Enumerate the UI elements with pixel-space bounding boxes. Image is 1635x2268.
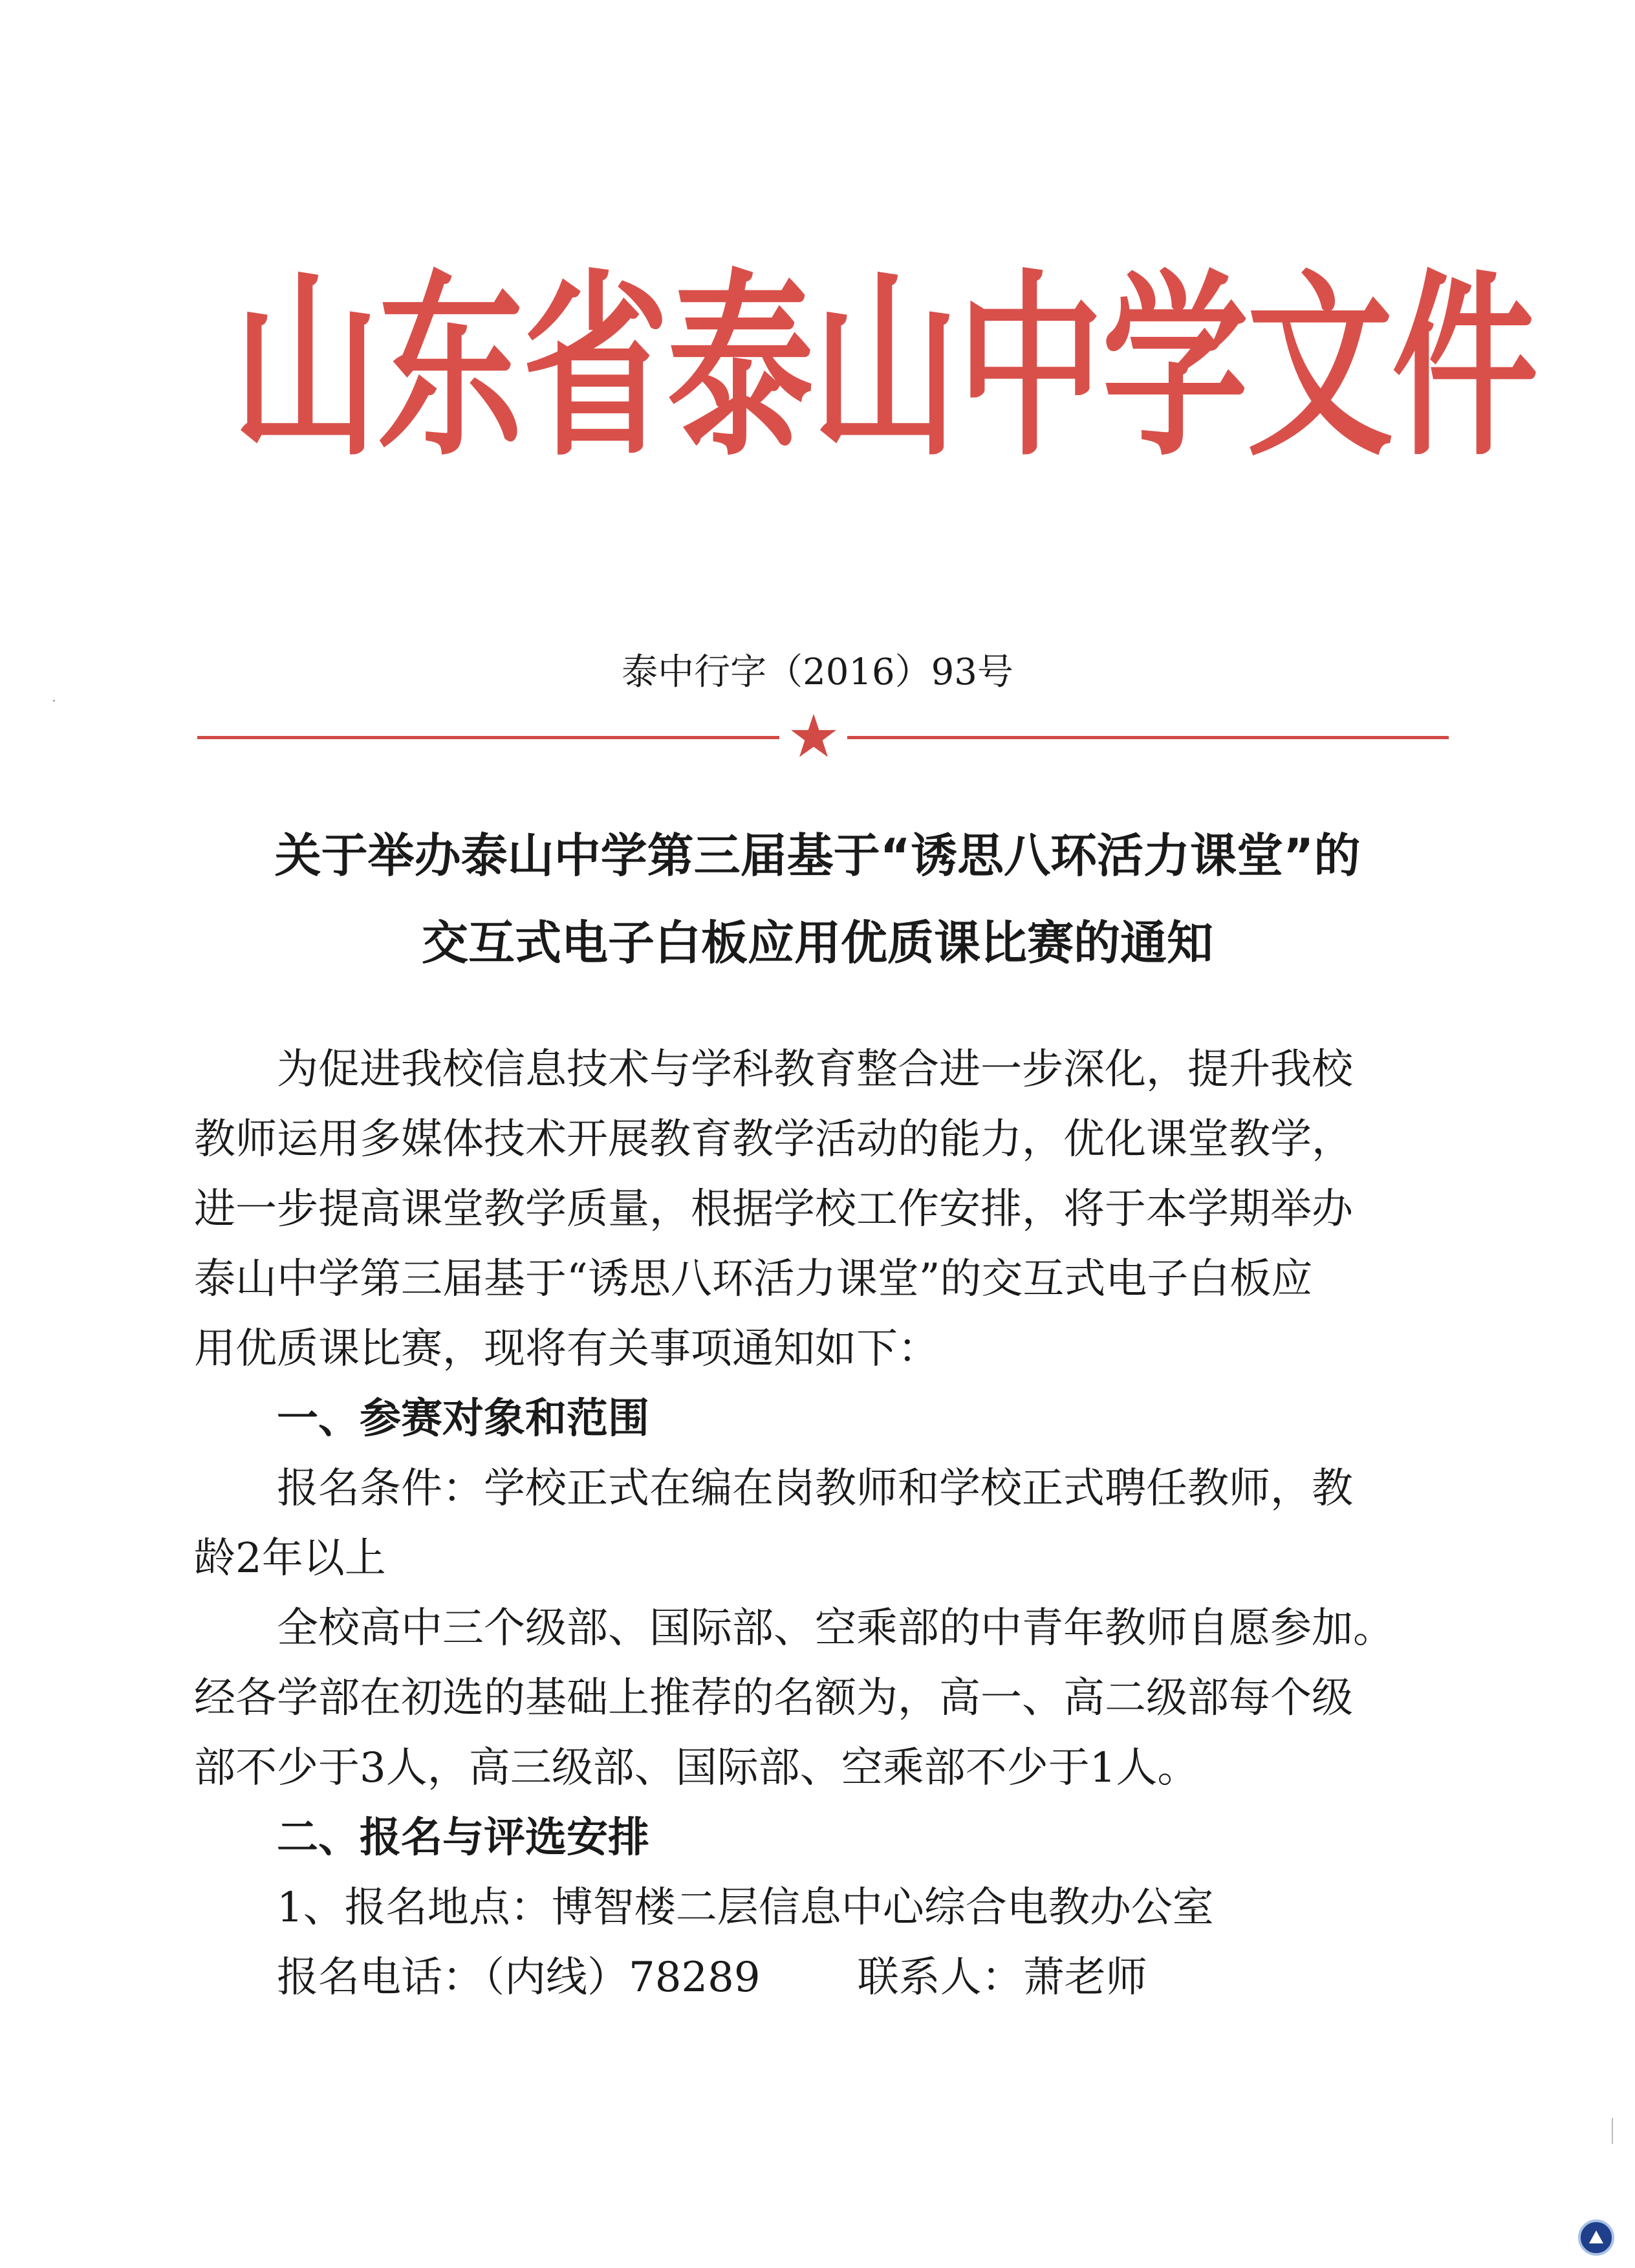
star-icon	[789, 711, 838, 761]
paragraph-line: 教师运用多媒体技术开展教育教学活动的能力，优化课堂教学，	[194, 1116, 1353, 1163]
red-divider	[197, 711, 1449, 763]
paragraph-line: 经各学部在初选的基础上推荐的名额为，高一、高二级部每个级	[194, 1674, 1353, 1722]
document-number: 泰中行字（2016）93号	[622, 651, 1013, 693]
document-masthead: 山东省泰山中学文件	[233, 253, 1537, 483]
scan-edge-mark	[1612, 2118, 1613, 2144]
paragraph-line: 进一步提高课堂教学质量，根据学校工作安排，将于本学期举办	[194, 1185, 1353, 1233]
divider-line-right	[847, 736, 1449, 739]
paragraph-line: 泰山中学第三届基于“诱思八环活力课堂”的交互式电子白板应	[194, 1255, 1313, 1303]
section-heading-2: 二、报名与评选安排	[277, 1814, 649, 1862]
scan-dot	[53, 700, 55, 702]
paragraph-line: 龄2年以上	[194, 1535, 386, 1582]
paragraph-line: 用优质课比赛，现将有关事项通知如下：	[194, 1325, 939, 1373]
divider-line-left	[197, 736, 779, 739]
paragraph-line: 1、报名地点：博智楼二层信息中心综合电教办公室	[277, 1884, 1214, 1932]
contact-phone: 报名电话：（内线）78289	[277, 1954, 761, 2002]
section-heading-1: 一、参赛对象和范围	[277, 1395, 649, 1443]
paragraph-line: 部不少于3人，高三级部、国际部、空乘部不少于1人。	[194, 1744, 1199, 1792]
contact-line	[194, 1943, 1410, 2013]
paragraph-line: 全校高中三个级部、国际部、空乘部的中青年教师自愿参加。	[277, 1604, 1394, 1652]
watermark-logo-icon	[1578, 2219, 1614, 2256]
notice-title-line-2: 交互式电子白板应用优质课比赛的通知	[421, 916, 1213, 970]
contact-person: 联系人：萧老师	[857, 1954, 1147, 2002]
paragraph-line: 报名条件：学校正式在编在岗教师和学校正式聘任教师，教	[277, 1465, 1353, 1513]
paragraph-line: 为促进我校信息技术与学科教育整合进一步深化，提升我校	[277, 1046, 1353, 1094]
notice-title-line-1: 关于举办泰山中学第三届基于“诱思八环活力课堂”的	[274, 828, 1361, 883]
